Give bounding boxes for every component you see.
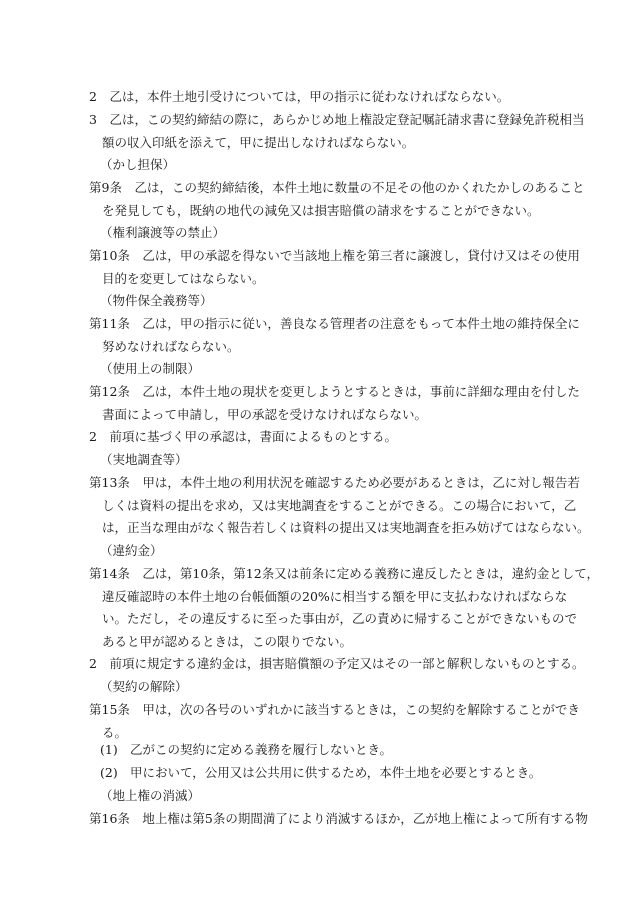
heading-text: （契約の解除） xyxy=(100,679,188,694)
article-13 xyxy=(89,472,590,540)
paragraph-line: 第11条 乙は，甲の指示に従い，善良なる管理者の注意をもって本件土地の維持保全に xyxy=(89,316,580,331)
paragraph-line: 第16条 地上権は第5条の期間満了により消滅するほか，乙が地上権によって所有する物 xyxy=(89,811,588,826)
paragraph-line: 2 前項に規定する違約金は，損害賠償額の予定又はその一部と解釈しないものとする。 xyxy=(89,656,585,671)
article-16 xyxy=(89,808,588,831)
heading-text: （使用上の制限） xyxy=(100,361,201,376)
list-number: (2) xyxy=(100,765,118,780)
paragraph-line: 額の収入印紙を添えて，甲に提出しなければならない。 xyxy=(102,134,415,150)
paragraph-line: を発見しても，既納の地代の減免又は損害賠償の請求をすることができない。 xyxy=(102,202,540,218)
heading-text: （物件保全義務等） xyxy=(100,293,213,308)
paragraph-line: 第14条 乙は，第10条，第12条又は前条に定める義務に違反したときは，違約金として， xyxy=(89,566,599,581)
article-heading-12 xyxy=(100,358,200,381)
list-number: (1) xyxy=(100,742,118,757)
paragraph-line: る。 xyxy=(102,724,128,740)
article-heading-16 xyxy=(100,785,200,808)
paragraph-3 xyxy=(89,109,585,154)
paragraph-line: 2 前項に基づく甲の承認は，書面によるものとする。 xyxy=(89,429,397,444)
paragraph-line: 努めなければならない。 xyxy=(102,338,240,354)
paragraph-line: 第13条 甲は，本件土地の利用状況を確認するため必要があるときは，乙に対し報告若 xyxy=(89,475,580,490)
paragraph-line: い。ただし，その違反するに至った事由が，乙の責めに帰することができないもので xyxy=(102,611,578,627)
article-15 xyxy=(89,699,580,744)
paragraph-line: あると甲が認めるときは，この限りでない。 xyxy=(102,633,353,649)
list-item-2 xyxy=(100,762,541,785)
paragraph-line: 第10条 乙は，甲の承認を得ないで当該地上権を第三者に譲渡し，貸付け又はその使用 xyxy=(89,248,580,263)
paragraph-line: 第9条 乙は，この契約締結後，本件土地に数量の不足その他のかくれたかしのあること xyxy=(89,180,585,195)
article-heading-9 xyxy=(100,154,175,177)
list-item-1 xyxy=(100,739,392,762)
paragraph-line: 目的を変更してはならない。 xyxy=(102,270,265,286)
article-10 xyxy=(89,245,580,290)
article-heading-10 xyxy=(100,222,225,245)
heading-text: （権利譲渡等の禁止） xyxy=(100,225,226,240)
heading-text: （かし担保） xyxy=(100,157,176,172)
article-heading-14 xyxy=(100,540,163,563)
article-9 xyxy=(89,177,585,222)
article-12-paragraph-2 xyxy=(89,426,553,449)
article-14-paragraph-2 xyxy=(89,653,585,676)
article-heading-11 xyxy=(100,290,213,313)
article-14 xyxy=(89,563,599,653)
list-text: 甲において，公用又は公共用に供するため，本件土地を必要とするとき。 xyxy=(130,765,542,780)
heading-text: （違約金） xyxy=(100,543,163,558)
paragraph-line: は，正当な理由がなく報告若しくは資料の提出又は実地調査を拒み妨げてはならない。 xyxy=(102,520,590,536)
article-12 xyxy=(89,381,580,426)
article-heading-13 xyxy=(100,449,188,472)
paragraph-line: しくは資料の提出を求め，又は実地調査をすることができる。この場合において，乙 xyxy=(102,497,577,513)
paragraph-line: 第15条 甲は，次の各号のいずれかに該当するときは，この契約を解除することができ xyxy=(89,702,580,717)
heading-text: （実地調査等） xyxy=(100,452,188,467)
paragraph-line: 第12条 乙は，本件土地の現状を変更しようとするときは，事前に詳細な理由を付した xyxy=(89,384,580,399)
paragraph-line: 3 乙は，この契約締結の際に，あらかじめ地上権設定登記嘱託請求書に登録免許税相当 xyxy=(89,112,585,127)
paragraph-2 xyxy=(89,86,553,109)
article-11 xyxy=(89,313,580,358)
paragraph-line: 書面によって申請し，甲の承認を受けなければならない。 xyxy=(102,406,428,422)
paragraph-line: 2 乙は，本件土地引受けについては，甲の指示に従わなければならない。 xyxy=(89,89,510,104)
article-heading-15 xyxy=(100,676,188,699)
paragraph-line: 違反確認時の本件土地の台帳価額の20%に相当する額を甲に支払わなければならな xyxy=(102,588,568,604)
heading-text: （地上権の消滅） xyxy=(100,788,201,803)
list-text: 乙がこの契約に定める義務を履行しないとき。 xyxy=(130,742,393,757)
